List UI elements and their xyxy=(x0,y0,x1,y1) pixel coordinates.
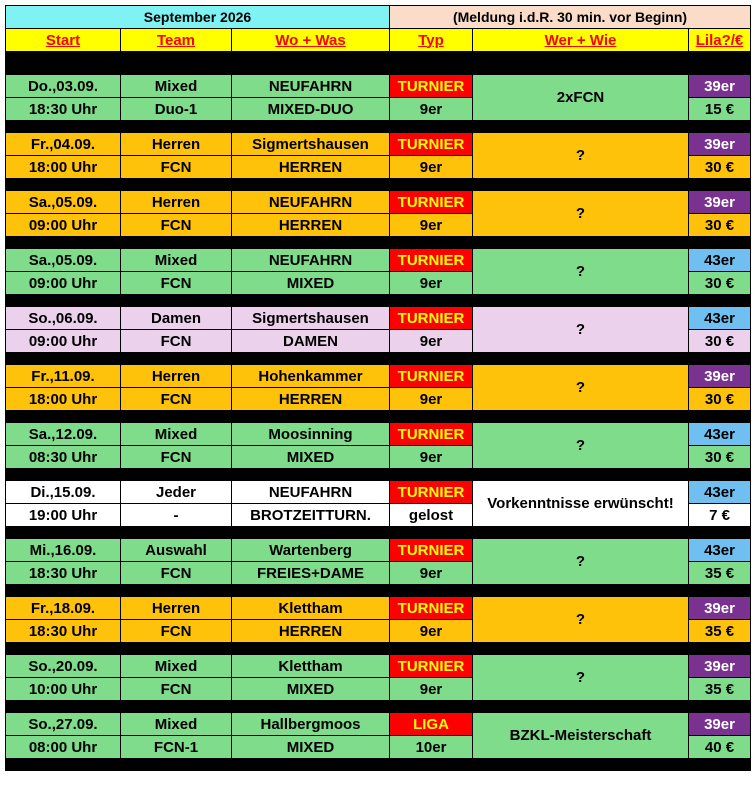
event-location: Klettham xyxy=(232,655,390,678)
event-lila-badge: 43er xyxy=(689,307,751,330)
event-team: Jeder xyxy=(121,481,232,504)
event-type-badge: LIGA xyxy=(390,713,473,736)
event-lila-badge: 39er xyxy=(689,191,751,214)
separator-row xyxy=(6,237,751,249)
event-participants: ? xyxy=(473,191,689,237)
event-participants: ? xyxy=(473,539,689,585)
event-type-badge: TURNIER xyxy=(390,655,473,678)
event-category: HERREN xyxy=(232,156,390,179)
event-row-top xyxy=(6,655,751,678)
event-location: Sigmertshausen xyxy=(232,307,390,330)
separator-cell xyxy=(6,643,751,655)
event-team: Herren xyxy=(121,597,232,620)
event-location: NEUFAHRN xyxy=(232,75,390,98)
schedule-table xyxy=(5,5,751,771)
header-team: Team xyxy=(121,29,232,52)
separator-row xyxy=(6,527,751,539)
event-time: 09:00 Uhr xyxy=(6,214,121,237)
separator-cell xyxy=(6,527,751,539)
header-type: Typ xyxy=(390,29,473,52)
event-type-badge: TURNIER xyxy=(390,481,473,504)
event-date: Mi.,16.09. xyxy=(6,539,121,562)
event-lila-badge: 43er xyxy=(689,481,751,504)
event-category: FREIES+DAME xyxy=(232,562,390,585)
event-location: Klettham xyxy=(232,597,390,620)
event-type-badge: TURNIER xyxy=(390,249,473,272)
event-row-top xyxy=(6,481,751,504)
event-participants: ? xyxy=(473,307,689,353)
event-team: Mixed xyxy=(121,713,232,736)
event-date: Sa.,05.09. xyxy=(6,191,121,214)
event-team: Mixed xyxy=(121,655,232,678)
sheet-title: September 2026 xyxy=(6,6,390,29)
event-participants: Vorkenntnisse erwünscht! xyxy=(473,481,689,527)
event-row-top xyxy=(6,75,751,98)
event-category: MIXED xyxy=(232,446,390,469)
event-lila-badge: 39er xyxy=(689,713,751,736)
separator-row xyxy=(6,52,751,75)
header-start: Start xyxy=(6,29,121,52)
separator-row xyxy=(6,179,751,191)
event-category: HERREN xyxy=(232,388,390,411)
event-participants: ? xyxy=(473,597,689,643)
event-team-name: FCN xyxy=(121,214,232,237)
event-time: 18:00 Uhr xyxy=(6,156,121,179)
event-mode: 9er xyxy=(390,272,473,295)
event-category: MIXED xyxy=(232,736,390,759)
event-location: Sigmertshausen xyxy=(232,133,390,156)
event-time: 18:30 Uhr xyxy=(6,98,121,121)
event-date: Sa.,05.09. xyxy=(6,249,121,272)
event-participants: BZKL-Meisterschaft xyxy=(473,713,689,759)
event-team: Herren xyxy=(121,191,232,214)
event-row-top xyxy=(6,597,751,620)
separator-cell xyxy=(6,353,751,365)
event-team-name: FCN xyxy=(121,330,232,353)
header-location-event: Wo + Was xyxy=(232,29,390,52)
event-price: 30 € xyxy=(689,214,751,237)
event-price: 35 € xyxy=(689,562,751,585)
event-location: Moosinning xyxy=(232,423,390,446)
event-team-name: FCN xyxy=(121,678,232,701)
event-team: Mixed xyxy=(121,423,232,446)
separator-cell xyxy=(6,701,751,713)
event-team: Mixed xyxy=(121,75,232,98)
separator-cell xyxy=(6,585,751,597)
event-mode: 9er xyxy=(390,678,473,701)
event-row-top xyxy=(6,133,751,156)
event-team: Mixed xyxy=(121,249,232,272)
event-lila-badge: 39er xyxy=(689,133,751,156)
event-lila-badge: 43er xyxy=(689,249,751,272)
event-mode: 10er xyxy=(390,736,473,759)
event-category: HERREN xyxy=(232,214,390,237)
event-time: 08:00 Uhr xyxy=(6,736,121,759)
separator-cell xyxy=(6,179,751,191)
event-row-top xyxy=(6,249,751,272)
event-row-top xyxy=(6,713,751,736)
event-team-name: FCN xyxy=(121,156,232,179)
event-price: 7 € xyxy=(689,504,751,527)
event-price: 15 € xyxy=(689,98,751,121)
event-date: Sa.,12.09. xyxy=(6,423,121,446)
event-time: 09:00 Uhr xyxy=(6,330,121,353)
event-participants: ? xyxy=(473,365,689,411)
separator-row xyxy=(6,295,751,307)
event-team-name: FCN xyxy=(121,272,232,295)
event-type-badge: TURNIER xyxy=(390,597,473,620)
event-mode: 9er xyxy=(390,330,473,353)
event-lila-badge: 39er xyxy=(689,655,751,678)
header-lila-price: Lila?/€ xyxy=(689,29,751,52)
event-category: HERREN xyxy=(232,620,390,643)
event-category: BROTZEITTURN. xyxy=(232,504,390,527)
registration-note: (Meldung i.d.R. 30 min. vor Beginn) xyxy=(390,6,751,29)
event-row-top xyxy=(6,539,751,562)
event-time: 09:00 Uhr xyxy=(6,272,121,295)
event-price: 30 € xyxy=(689,388,751,411)
event-participants: ? xyxy=(473,655,689,701)
event-type-badge: TURNIER xyxy=(390,133,473,156)
event-team: Auswahl xyxy=(121,539,232,562)
event-row-top xyxy=(6,365,751,388)
event-type-badge: TURNIER xyxy=(390,539,473,562)
event-mode: 9er xyxy=(390,98,473,121)
event-mode: 9er xyxy=(390,214,473,237)
event-lila-badge: 43er xyxy=(689,423,751,446)
event-mode: 9er xyxy=(390,620,473,643)
event-team-name: FCN xyxy=(121,446,232,469)
event-category: MIXED-DUO xyxy=(232,98,390,121)
event-row-top xyxy=(6,423,751,446)
event-price: 30 € xyxy=(689,156,751,179)
separator-row xyxy=(6,469,751,481)
separator-row xyxy=(6,585,751,597)
event-time: 10:00 Uhr xyxy=(6,678,121,701)
separator-row xyxy=(6,353,751,365)
event-participants: ? xyxy=(473,133,689,179)
separator-cell xyxy=(6,295,751,307)
event-location: Hallbergmoos xyxy=(232,713,390,736)
event-lila-badge: 39er xyxy=(689,75,751,98)
separator-row xyxy=(6,411,751,423)
event-team: Damen xyxy=(121,307,232,330)
separator-cell xyxy=(6,237,751,249)
event-mode: 9er xyxy=(390,562,473,585)
event-location: NEUFAHRN xyxy=(232,191,390,214)
event-date: Fr.,04.09. xyxy=(6,133,121,156)
event-location: Hohenkammer xyxy=(232,365,390,388)
event-row-top xyxy=(6,191,751,214)
separator-cell xyxy=(6,469,751,481)
event-date: So.,20.09. xyxy=(6,655,121,678)
event-participants: ? xyxy=(473,249,689,295)
event-price: 35 € xyxy=(689,620,751,643)
event-price: 30 € xyxy=(689,446,751,469)
event-team: Herren xyxy=(121,133,232,156)
separator-cell xyxy=(6,121,751,133)
event-type-badge: TURNIER xyxy=(390,423,473,446)
event-row-top xyxy=(6,307,751,330)
event-time: 19:00 Uhr xyxy=(6,504,121,527)
event-type-badge: TURNIER xyxy=(390,75,473,98)
event-price: 30 € xyxy=(689,330,751,353)
separator-row xyxy=(6,701,751,713)
event-location: NEUFAHRN xyxy=(232,481,390,504)
event-lila-badge: 39er xyxy=(689,597,751,620)
event-team-name: FCN-1 xyxy=(121,736,232,759)
event-date: Do.,03.09. xyxy=(6,75,121,98)
event-date: Di.,15.09. xyxy=(6,481,121,504)
event-participants: ? xyxy=(473,423,689,469)
event-mode: 9er xyxy=(390,446,473,469)
separator-row xyxy=(6,759,751,771)
event-mode: 9er xyxy=(390,156,473,179)
separator-cell xyxy=(6,411,751,423)
event-date: Fr.,18.09. xyxy=(6,597,121,620)
event-price: 30 € xyxy=(689,272,751,295)
event-time: 08:30 Uhr xyxy=(6,446,121,469)
event-lila-badge: 43er xyxy=(689,539,751,562)
event-mode: 9er xyxy=(390,388,473,411)
event-team-name: FCN xyxy=(121,620,232,643)
separator-cell xyxy=(6,759,751,771)
event-type-badge: TURNIER xyxy=(390,191,473,214)
event-date: Fr.,11.09. xyxy=(6,365,121,388)
event-team: Herren xyxy=(121,365,232,388)
event-location: Wartenberg xyxy=(232,539,390,562)
event-team-name: - xyxy=(121,504,232,527)
event-mode: gelost xyxy=(390,504,473,527)
event-price: 40 € xyxy=(689,736,751,759)
separator-row xyxy=(6,121,751,133)
event-lila-badge: 39er xyxy=(689,365,751,388)
event-type-badge: TURNIER xyxy=(390,307,473,330)
event-team-name: FCN xyxy=(121,562,232,585)
event-team-name: FCN xyxy=(121,388,232,411)
event-time: 18:30 Uhr xyxy=(6,620,121,643)
event-category: DAMEN xyxy=(232,330,390,353)
event-category: MIXED xyxy=(232,678,390,701)
event-category: MIXED xyxy=(232,272,390,295)
separator-row xyxy=(6,643,751,655)
event-time: 18:00 Uhr xyxy=(6,388,121,411)
event-time: 18:30 Uhr xyxy=(6,562,121,585)
event-type-badge: TURNIER xyxy=(390,365,473,388)
header-who-how: Wer + Wie xyxy=(473,29,689,52)
event-date: So.,27.09. xyxy=(6,713,121,736)
event-price: 35 € xyxy=(689,678,751,701)
event-participants: 2xFCN xyxy=(473,75,689,121)
event-team-name: Duo-1 xyxy=(121,98,232,121)
event-date: So.,06.09. xyxy=(6,307,121,330)
event-location: NEUFAHRN xyxy=(232,249,390,272)
